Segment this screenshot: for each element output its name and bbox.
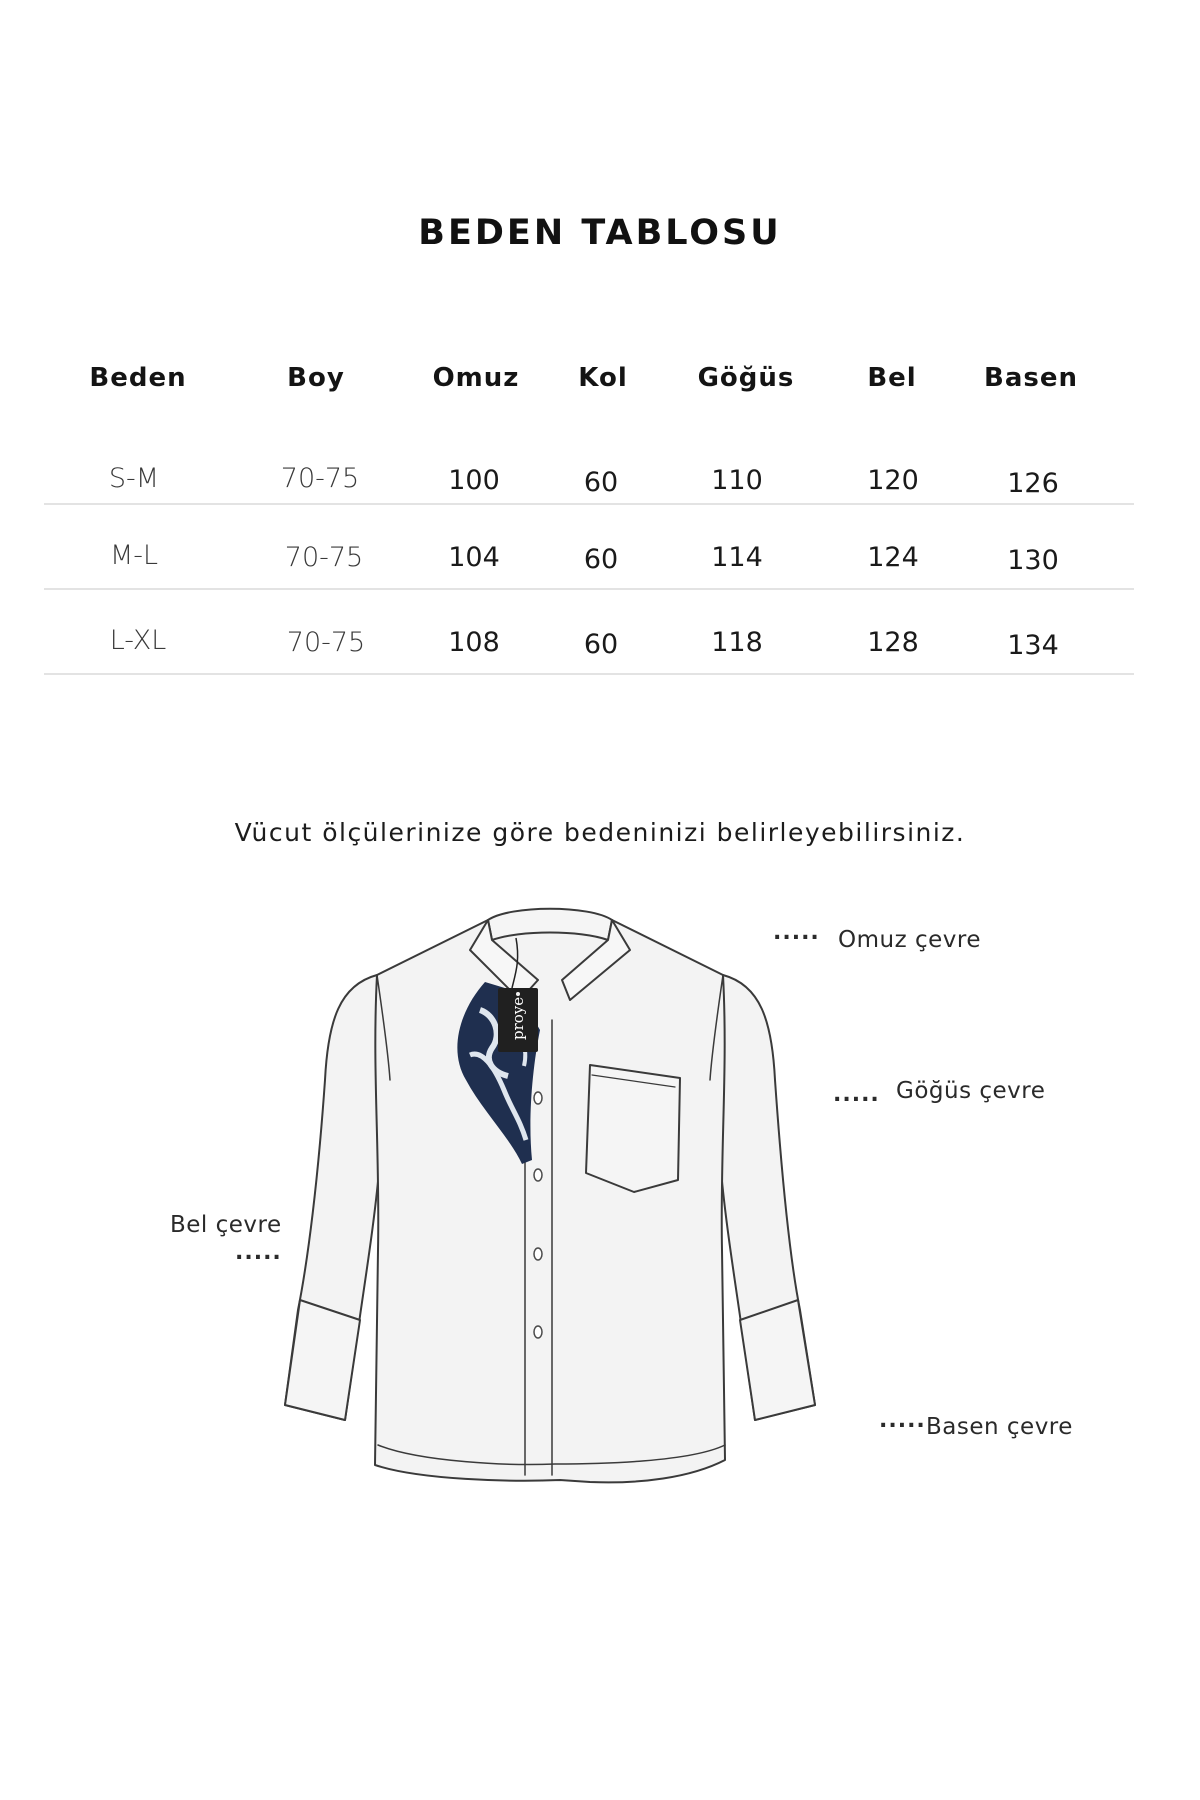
pocket xyxy=(586,1065,680,1192)
shirt-body xyxy=(375,920,725,1482)
header-beden: Beden xyxy=(89,363,187,393)
cell-gogus: 114 xyxy=(711,542,763,573)
cell-bel: 120 xyxy=(867,465,919,496)
cell-beden: L-XL xyxy=(109,625,167,656)
cell-boy: 70-75 xyxy=(284,542,364,573)
row-divider xyxy=(44,503,1134,505)
cell-kol: 60 xyxy=(583,629,619,660)
right-cuff xyxy=(740,1300,815,1420)
tag-text: proye xyxy=(509,996,527,1040)
header-basen: Basen xyxy=(984,363,1078,393)
label-omuz-cevre: Omuz çevre xyxy=(838,927,981,953)
shirt-button xyxy=(534,1092,542,1104)
omuz-dots: ..... xyxy=(773,920,820,945)
cell-boy: 70-75 xyxy=(280,463,360,494)
shirt-button xyxy=(534,1169,542,1181)
cell-omuz: 100 xyxy=(448,465,500,496)
bel-dots: ..... xyxy=(235,1240,282,1265)
cell-basen: 134 xyxy=(1007,630,1059,661)
cell-gogus: 110 xyxy=(711,465,763,496)
cell-basen: 126 xyxy=(1007,468,1059,499)
cell-beden: S-M xyxy=(108,463,160,494)
gogus-dots: ..... xyxy=(833,1082,880,1107)
instruction-note: Vücut ölçülerinize göre bedeninizi belirleyebilirsiniz. xyxy=(234,818,966,847)
label-bel-cevre: Bel çevre xyxy=(170,1212,282,1238)
shirt-button xyxy=(534,1326,542,1338)
cell-omuz: 108 xyxy=(448,627,500,658)
header-bel: Bel xyxy=(867,363,917,393)
row-divider xyxy=(44,588,1134,590)
basen-dots: ..... xyxy=(879,1408,926,1433)
shirt-illustration xyxy=(270,890,870,1550)
header-kol: Kol xyxy=(578,363,628,393)
header-omuz: Omuz xyxy=(432,363,520,393)
header-gogus: Göğüs xyxy=(697,363,795,393)
cell-basen: 130 xyxy=(1007,545,1059,576)
cell-gogus: 118 xyxy=(711,627,763,658)
label-gogus-cevre: Göğüs çevre xyxy=(896,1078,1046,1104)
cell-beden: M-L xyxy=(109,540,159,571)
header-boy: Boy xyxy=(287,363,345,393)
cell-bel: 128 xyxy=(867,627,919,658)
cell-omuz: 104 xyxy=(448,542,500,573)
row-divider xyxy=(44,673,1134,675)
cell-bel: 124 xyxy=(867,542,919,573)
page-title: BEDEN TABLOSU xyxy=(418,213,782,253)
cell-kol: 60 xyxy=(583,544,619,575)
cell-boy: 70-75 xyxy=(286,627,366,658)
label-basen-cevre: Basen çevre xyxy=(926,1414,1073,1440)
cell-kol: 60 xyxy=(583,467,619,498)
shirt-button xyxy=(534,1248,542,1260)
